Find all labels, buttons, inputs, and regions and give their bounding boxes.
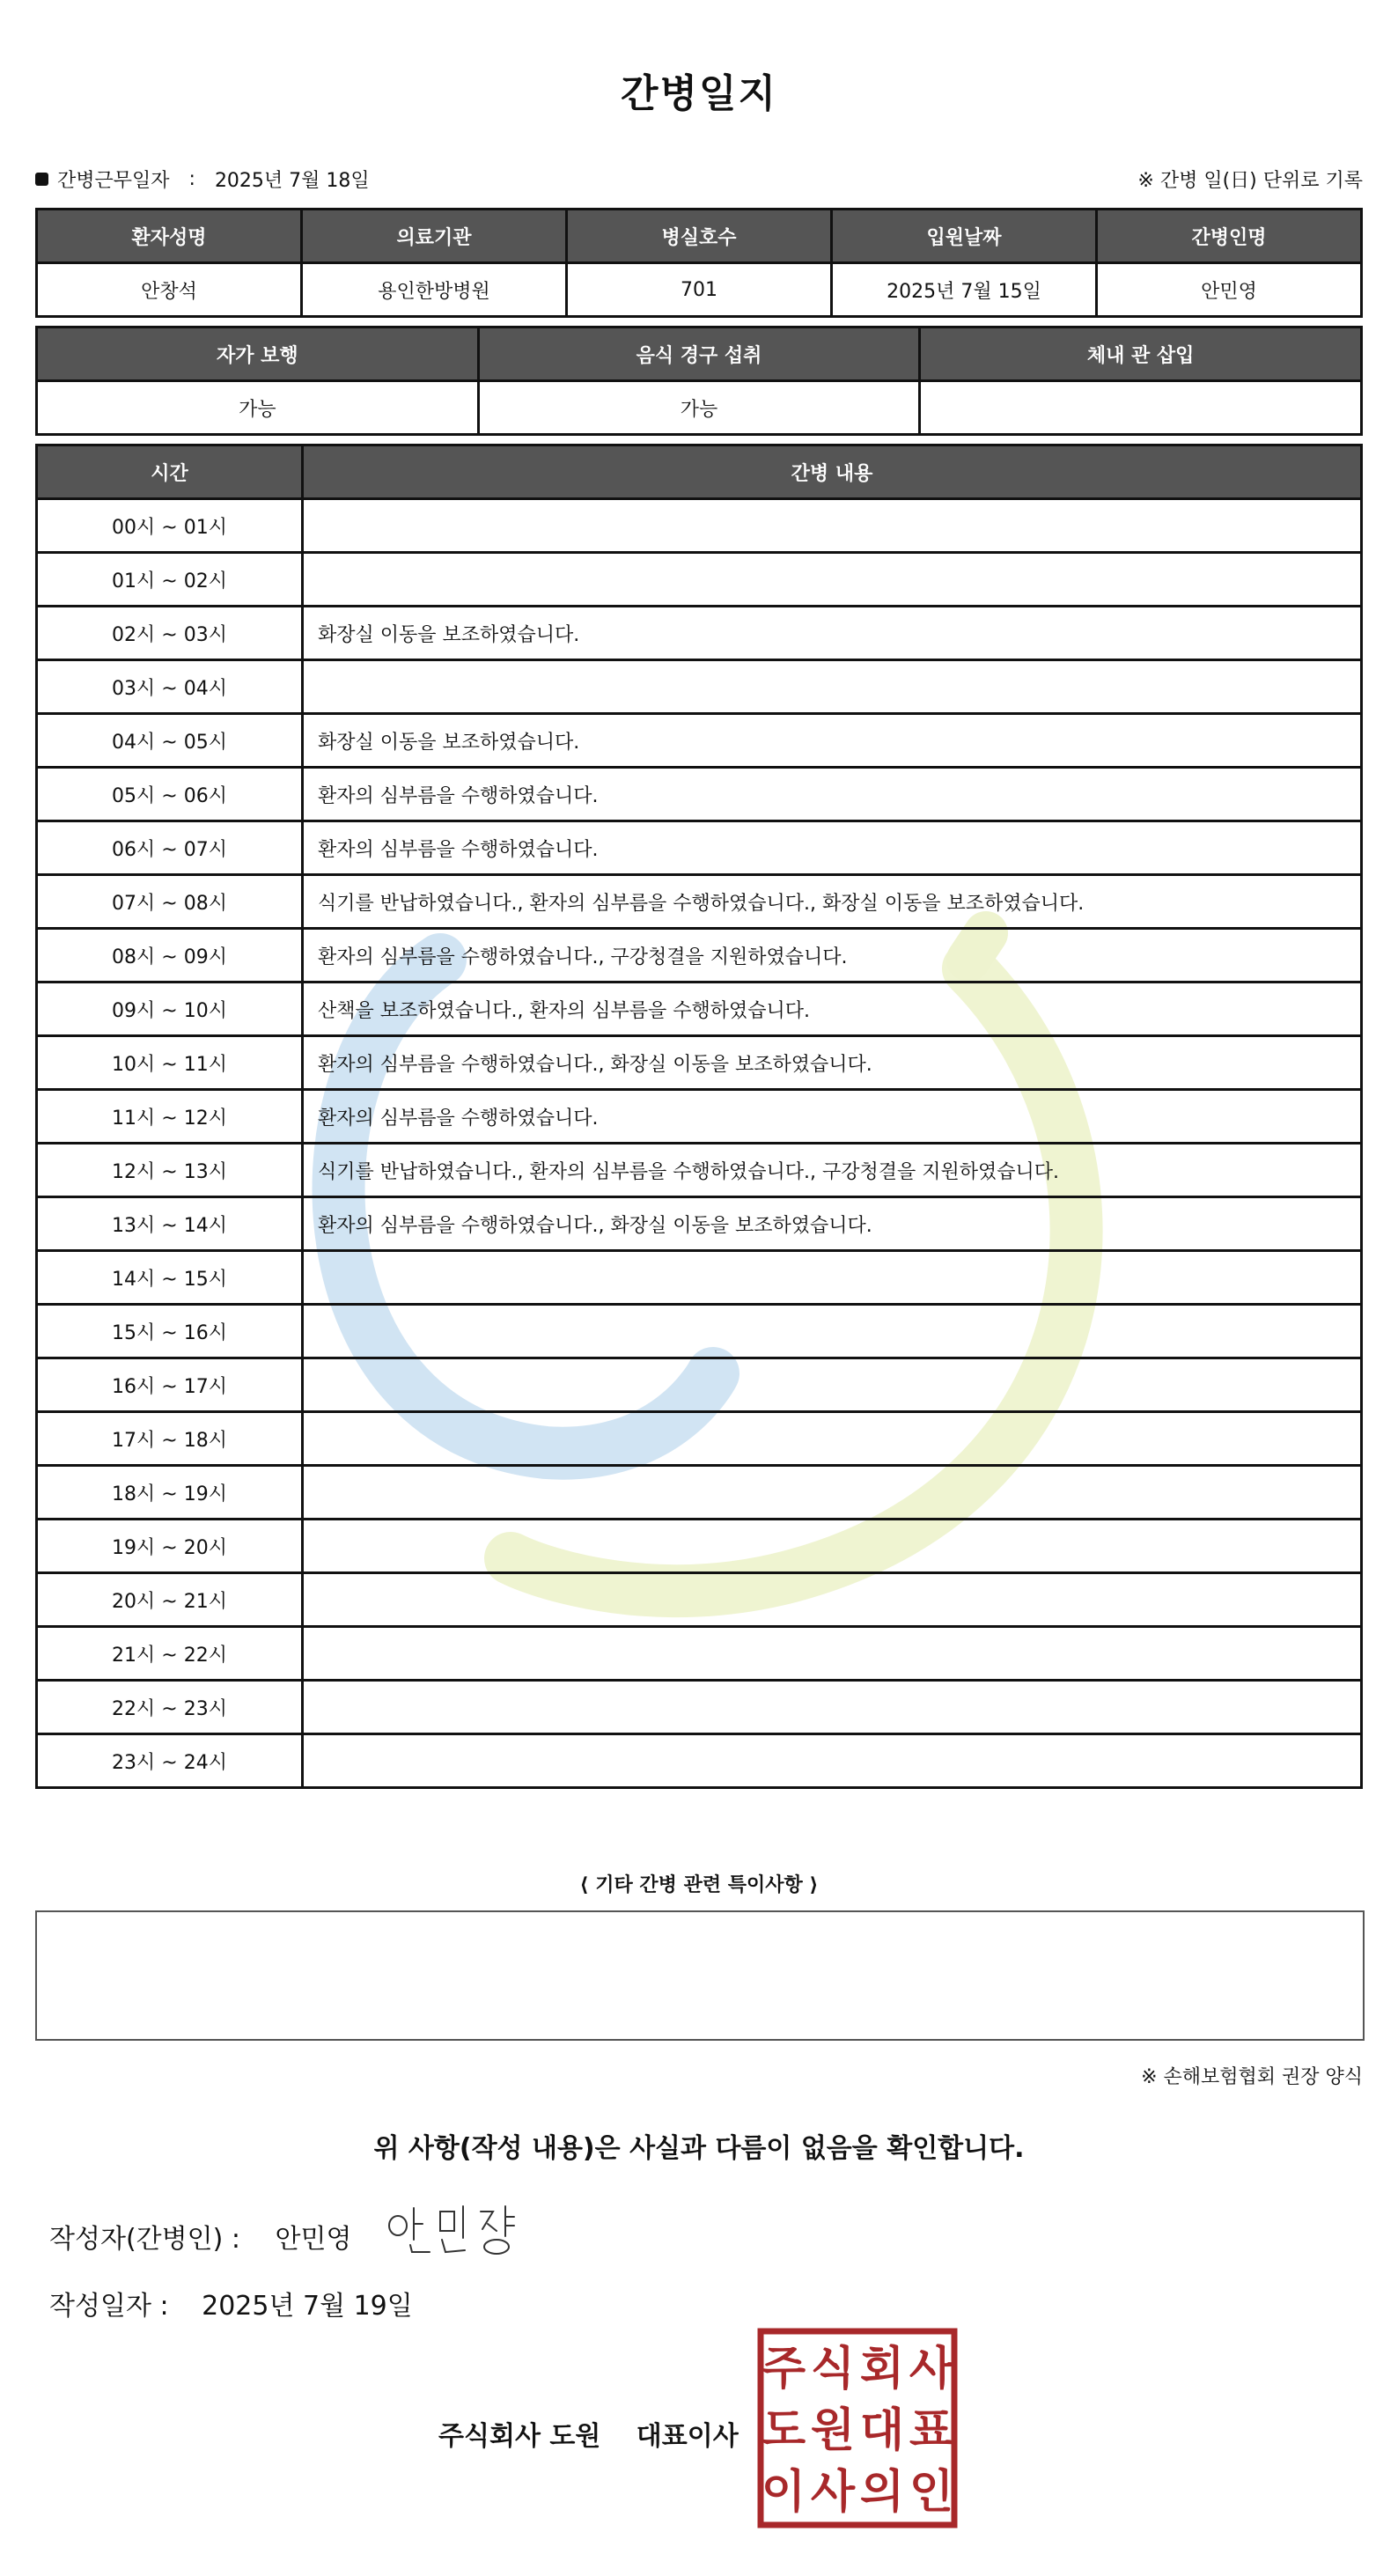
care-log-table [35, 444, 1363, 1789]
writer-label: 작성자(간병인) : [49, 2224, 240, 2255]
log-row [37, 1305, 1362, 1358]
seal-character: 사 [810, 2466, 856, 2519]
log-row [37, 1197, 1362, 1251]
write-date-line [49, 2284, 413, 2322]
remarks-box [35, 1910, 1365, 2041]
seal-character: 이 [761, 2466, 806, 2519]
log-time: 01시 ~ 02시 [37, 553, 303, 607]
header-oral-intake: 음식 경구 섭취 [478, 328, 920, 381]
log-time: 08시 ~ 09시 [37, 929, 303, 983]
header-hospital: 의료기관 [302, 210, 567, 263]
log-content [303, 1358, 1362, 1412]
write-date-label: 작성일자 : [49, 2291, 169, 2322]
log-row [37, 1573, 1362, 1627]
log-time: 19시 ~ 20시 [37, 1520, 303, 1573]
log-content: 산책을 보조하였습니다., 환자의 심부름을 수행하였습니다. [303, 983, 1362, 1036]
log-row [37, 714, 1362, 768]
log-header-row [37, 445, 1362, 499]
company-name: 주식회사 도원 [438, 2421, 601, 2452]
write-date-value: 2025년 7월 19일 [202, 2291, 413, 2322]
company-line [438, 2414, 739, 2453]
log-time: 07시 ~ 08시 [37, 875, 303, 929]
log-content: 환자의 심부름을 수행하였습니다. [303, 1090, 1362, 1144]
seal-character: 의 [859, 2466, 905, 2519]
log-content [303, 1573, 1362, 1627]
log-content [303, 499, 1362, 553]
log-time: 14시 ~ 15시 [37, 1251, 303, 1305]
remarks-title: ⟨ 기타 간병 관련 특이사항 ⟩ [579, 1874, 819, 1896]
log-time: 03시 ~ 04시 [37, 660, 303, 714]
patient-status-table [35, 326, 1363, 436]
log-content [303, 1466, 1362, 1520]
walking-value: 가능 [37, 381, 479, 435]
room-number: 701 [567, 263, 832, 317]
header-time: 시간 [37, 445, 303, 499]
log-content: 환자의 심부름을 수행하였습니다., 화장실 이동을 보조하였습니다. [303, 1197, 1362, 1251]
log-content [303, 660, 1362, 714]
log-content [303, 1681, 1362, 1734]
log-time: 20시 ~ 21시 [37, 1573, 303, 1627]
seal-character: 인 [909, 2466, 954, 2519]
log-time: 23시 ~ 24시 [37, 1734, 303, 1788]
oral-intake-value: 가능 [478, 381, 920, 435]
status-value-row [37, 381, 1362, 435]
log-row [37, 1681, 1362, 1734]
company-seal [757, 2328, 958, 2528]
log-row [37, 660, 1362, 714]
caregiver-name: 안민영 [1097, 263, 1362, 317]
hospital-name: 용인한방병원 [302, 263, 567, 317]
header-admission-date: 입원날짜 [832, 210, 1097, 263]
log-body [37, 499, 1362, 1788]
log-row [37, 768, 1362, 821]
log-time: 10시 ~ 11시 [37, 1036, 303, 1090]
log-row [37, 553, 1362, 607]
log-row [37, 1734, 1362, 1788]
seal-character: 도 [761, 2404, 806, 2457]
log-content: 환자의 심부름을 수행하였습니다. [303, 768, 1362, 821]
confirmation-statement: 위 사항(작성 내용)은 사실과 다름이 없음을 확인합니다. [373, 2133, 1025, 2164]
admission-date: 2025년 7월 15일 [832, 263, 1097, 317]
log-content: 화장실 이동을 보조하였습니다. [303, 714, 1362, 768]
log-time: 09시 ~ 10시 [37, 983, 303, 1036]
log-time: 17시 ~ 18시 [37, 1412, 303, 1466]
unit-note: ※ 간병 일(日) 단위로 기록 [1137, 170, 1363, 192]
log-row [37, 1144, 1362, 1197]
log-content: 식기를 반납하였습니다., 환자의 심부름을 수행하였습니다., 화장실 이동을 보조하였습니다. [303, 875, 1362, 929]
work-date [35, 166, 370, 193]
work-date-label: 간병근무일자 [57, 170, 170, 192]
header-care-content: 간병 내용 [303, 445, 1362, 499]
log-content [303, 1251, 1362, 1305]
header-caregiver: 간병인명 [1097, 210, 1362, 263]
log-time: 18시 ~ 19시 [37, 1466, 303, 1520]
log-content [303, 553, 1362, 607]
square-bullet-icon [35, 173, 48, 186]
seal-character: 표 [909, 2404, 954, 2457]
log-content: 식기를 반납하였습니다., 환자의 심부름을 수행하였습니다., 구강청결을 지원하였습니다. [303, 1144, 1362, 1197]
seal-character: 회 [859, 2343, 905, 2396]
header-patient-name: 환자성명 [37, 210, 302, 263]
log-time: 05시 ~ 06시 [37, 768, 303, 821]
log-content [303, 1520, 1362, 1573]
seal-character: 주 [761, 2343, 806, 2396]
log-row [37, 1090, 1362, 1144]
log-row [37, 1412, 1362, 1466]
writer-name: 안민영 [275, 2224, 352, 2255]
log-time: 16시 ~ 17시 [37, 1358, 303, 1412]
log-row [37, 1466, 1362, 1520]
work-date-value: 2025년 7월 18일 [214, 170, 370, 192]
log-content [303, 1412, 1362, 1466]
form-note: ※ 손해보험협회 권장 양식 [1141, 2066, 1363, 2088]
log-time: 11시 ~ 12시 [37, 1090, 303, 1144]
log-content [303, 1305, 1362, 1358]
status-header-row [37, 328, 1362, 381]
log-row [37, 607, 1362, 660]
log-row [37, 875, 1362, 929]
tube-value [920, 381, 1362, 435]
log-content: 환자의 심부름을 수행하였습니다. [303, 821, 1362, 875]
log-row [37, 1627, 1362, 1681]
seal-character: 원 [810, 2404, 856, 2457]
log-row [37, 1358, 1362, 1412]
log-time: 06시 ~ 07시 [37, 821, 303, 875]
header-walking: 자가 보행 [37, 328, 479, 381]
handwritten-signature [379, 2199, 537, 2261]
log-row [37, 1520, 1362, 1573]
log-content [303, 1734, 1362, 1788]
log-time: 13시 ~ 14시 [37, 1197, 303, 1251]
log-time: 02시 ~ 03시 [37, 607, 303, 660]
log-content: 환자의 심부름을 수행하였습니다., 구강청결을 지원하였습니다. [303, 929, 1362, 983]
patient-name: 안창석 [37, 263, 302, 317]
seal-character: 대 [859, 2404, 905, 2457]
log-content: 화장실 이동을 보조하였습니다. [303, 607, 1362, 660]
log-time: 04시 ~ 05시 [37, 714, 303, 768]
log-content [303, 1627, 1362, 1681]
page-title: 간병일지 [620, 71, 777, 116]
header-room: 병실호수 [567, 210, 832, 263]
log-content: 환자의 심부름을 수행하였습니다., 화장실 이동을 보조하였습니다. [303, 1036, 1362, 1090]
patient-header-row [37, 210, 1362, 263]
log-time: 21시 ~ 22시 [37, 1627, 303, 1681]
work-date-separator: : [188, 168, 195, 190]
company-representative: 대표이사 [636, 2421, 739, 2452]
header-tube: 체내 관 삽입 [920, 328, 1362, 381]
patient-info-table [35, 208, 1363, 318]
log-time: 15시 ~ 16시 [37, 1305, 303, 1358]
log-row [37, 983, 1362, 1036]
seal-character: 식 [810, 2343, 856, 2396]
log-time: 22시 ~ 23시 [37, 1681, 303, 1734]
log-row [37, 929, 1362, 983]
log-row [37, 1036, 1362, 1090]
log-time: 00시 ~ 01시 [37, 499, 303, 553]
log-row [37, 1251, 1362, 1305]
patient-value-row [37, 263, 1362, 317]
log-row [37, 821, 1362, 875]
seal-character: 사 [909, 2343, 954, 2396]
log-row [37, 499, 1362, 553]
log-time: 12시 ~ 13시 [37, 1144, 303, 1197]
writer-line [49, 2217, 351, 2256]
